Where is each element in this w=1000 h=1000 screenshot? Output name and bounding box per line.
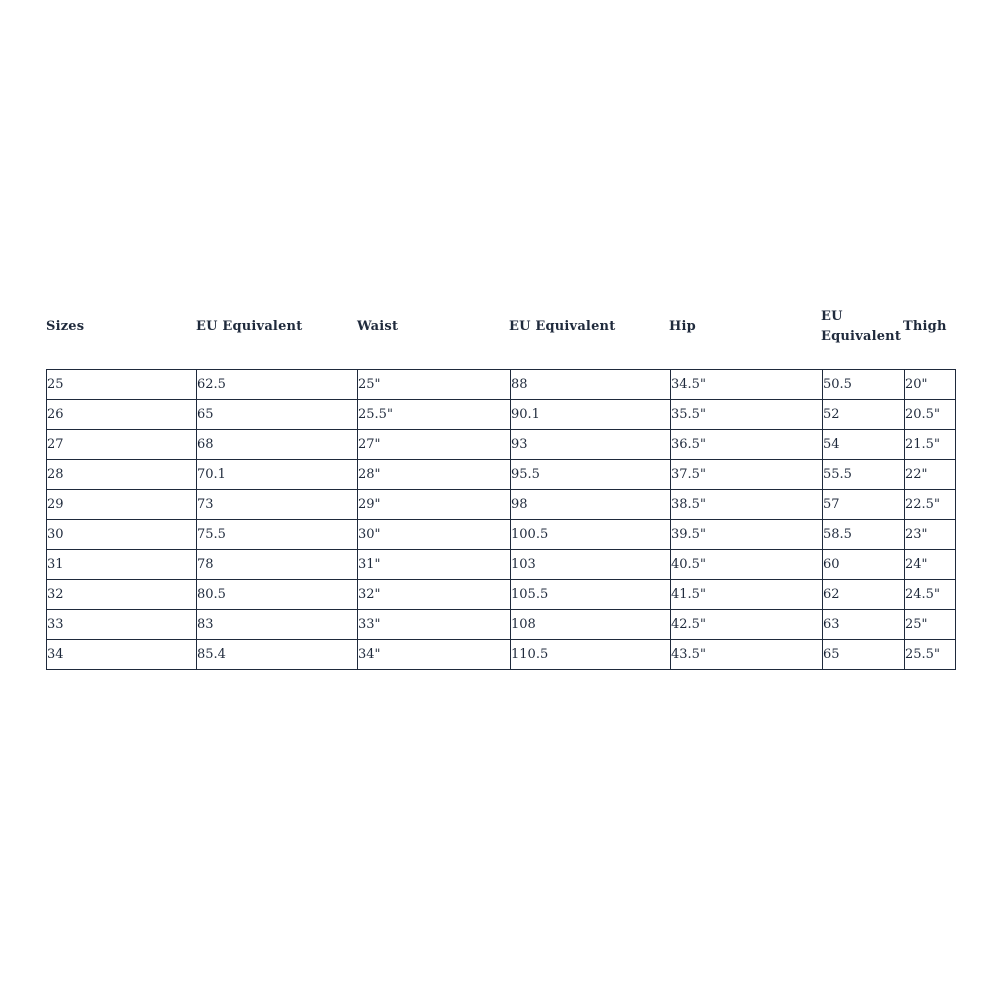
cell-eu-waist: 85.4: [197, 640, 358, 670]
header-eu-equivalent-thigh: EU Equivalent: [821, 309, 902, 344]
cell-eu-waist: 70.1: [197, 460, 358, 490]
cell-eu-waist: 73: [197, 490, 358, 520]
cell-thigh: 21.5": [905, 430, 956, 460]
cell-eu-thigh: 55.5: [823, 460, 905, 490]
cell-eu-thigh: 54: [823, 430, 905, 460]
table-row: [47, 460, 956, 490]
cell-waist: 31": [358, 550, 511, 580]
cell-size: 30: [47, 520, 197, 550]
cell-size: 33: [47, 610, 197, 640]
cell-eu-thigh: 63: [823, 610, 905, 640]
header-waist: Waist: [357, 319, 399, 334]
cell-eu-waist: 78: [197, 550, 358, 580]
size-table: [46, 369, 956, 670]
header-thigh: Thigh: [903, 319, 947, 334]
cell-eu-thigh: 50.5: [823, 370, 905, 400]
cell-hip: 37.5": [671, 460, 823, 490]
header-hip: Hip: [669, 319, 696, 334]
cell-eu-thigh: 57: [823, 490, 905, 520]
cell-size: 34: [47, 640, 197, 670]
cell-size: 25: [47, 370, 197, 400]
cell-thigh: 22": [905, 460, 956, 490]
cell-waist: 33": [358, 610, 511, 640]
cell-eu-hip: 108: [511, 610, 671, 640]
cell-hip: 43.5": [671, 640, 823, 670]
cell-waist: 27": [358, 430, 511, 460]
cell-thigh: 20.5": [905, 400, 956, 430]
cell-waist: 25": [358, 370, 511, 400]
cell-eu-hip: 110.5: [511, 640, 671, 670]
cell-eu-waist: 83: [197, 610, 358, 640]
cell-size: 31: [47, 550, 197, 580]
cell-hip: 42.5": [671, 610, 823, 640]
cell-hip: 35.5": [671, 400, 823, 430]
table-row: [47, 580, 956, 610]
cell-eu-hip: 93: [511, 430, 671, 460]
cell-thigh: 25": [905, 610, 956, 640]
cell-eu-hip: 105.5: [511, 580, 671, 610]
cell-size: 26: [47, 400, 197, 430]
cell-eu-hip: 90.1: [511, 400, 671, 430]
cell-eu-waist: 62.5: [197, 370, 358, 400]
cell-waist: 34": [358, 640, 511, 670]
cell-thigh: 22.5": [905, 490, 956, 520]
cell-thigh: 23": [905, 520, 956, 550]
table-row: [47, 520, 956, 550]
cell-hip: 41.5": [671, 580, 823, 610]
cell-eu-hip: 88: [511, 370, 671, 400]
table-row: [47, 370, 956, 400]
cell-eu-waist: 80.5: [197, 580, 358, 610]
size-table-body: [47, 370, 956, 670]
cell-eu-thigh: 62: [823, 580, 905, 610]
header-sizes: Sizes: [46, 319, 85, 334]
cell-eu-thigh: 60: [823, 550, 905, 580]
cell-size: 28: [47, 460, 197, 490]
table-row: [47, 550, 956, 580]
cell-thigh: 24": [905, 550, 956, 580]
cell-waist: 29": [358, 490, 511, 520]
header-eu-equivalent-waist: EU Equivalent: [196, 319, 303, 334]
cell-hip: 34.5": [671, 370, 823, 400]
cell-eu-thigh: 58.5: [823, 520, 905, 550]
cell-waist: 32": [358, 580, 511, 610]
cell-size: 32: [47, 580, 197, 610]
cell-waist: 30": [358, 520, 511, 550]
cell-eu-thigh: 52: [823, 400, 905, 430]
table-row: [47, 610, 956, 640]
cell-eu-hip: 95.5: [511, 460, 671, 490]
cell-eu-hip: 103: [511, 550, 671, 580]
cell-eu-hip: 98: [511, 490, 671, 520]
cell-eu-waist: 68: [197, 430, 358, 460]
cell-waist: 28": [358, 460, 511, 490]
table-row: [47, 400, 956, 430]
cell-eu-hip: 100.5: [511, 520, 671, 550]
cell-hip: 36.5": [671, 430, 823, 460]
cell-size: 29: [47, 490, 197, 520]
cell-eu-waist: 65: [197, 400, 358, 430]
cell-eu-waist: 75.5: [197, 520, 358, 550]
table-row: [47, 640, 956, 670]
table-row: [47, 430, 956, 460]
table-row: [47, 490, 956, 520]
cell-thigh: 20": [905, 370, 956, 400]
cell-hip: 40.5": [671, 550, 823, 580]
cell-waist: 25.5": [358, 400, 511, 430]
header-eu-equivalent-hip: EU Equivalent: [509, 319, 616, 334]
cell-size: 27: [47, 430, 197, 460]
cell-thigh: 25.5": [905, 640, 956, 670]
cell-eu-thigh: 65: [823, 640, 905, 670]
cell-hip: 39.5": [671, 520, 823, 550]
cell-hip: 38.5": [671, 490, 823, 520]
cell-thigh: 24.5": [905, 580, 956, 610]
